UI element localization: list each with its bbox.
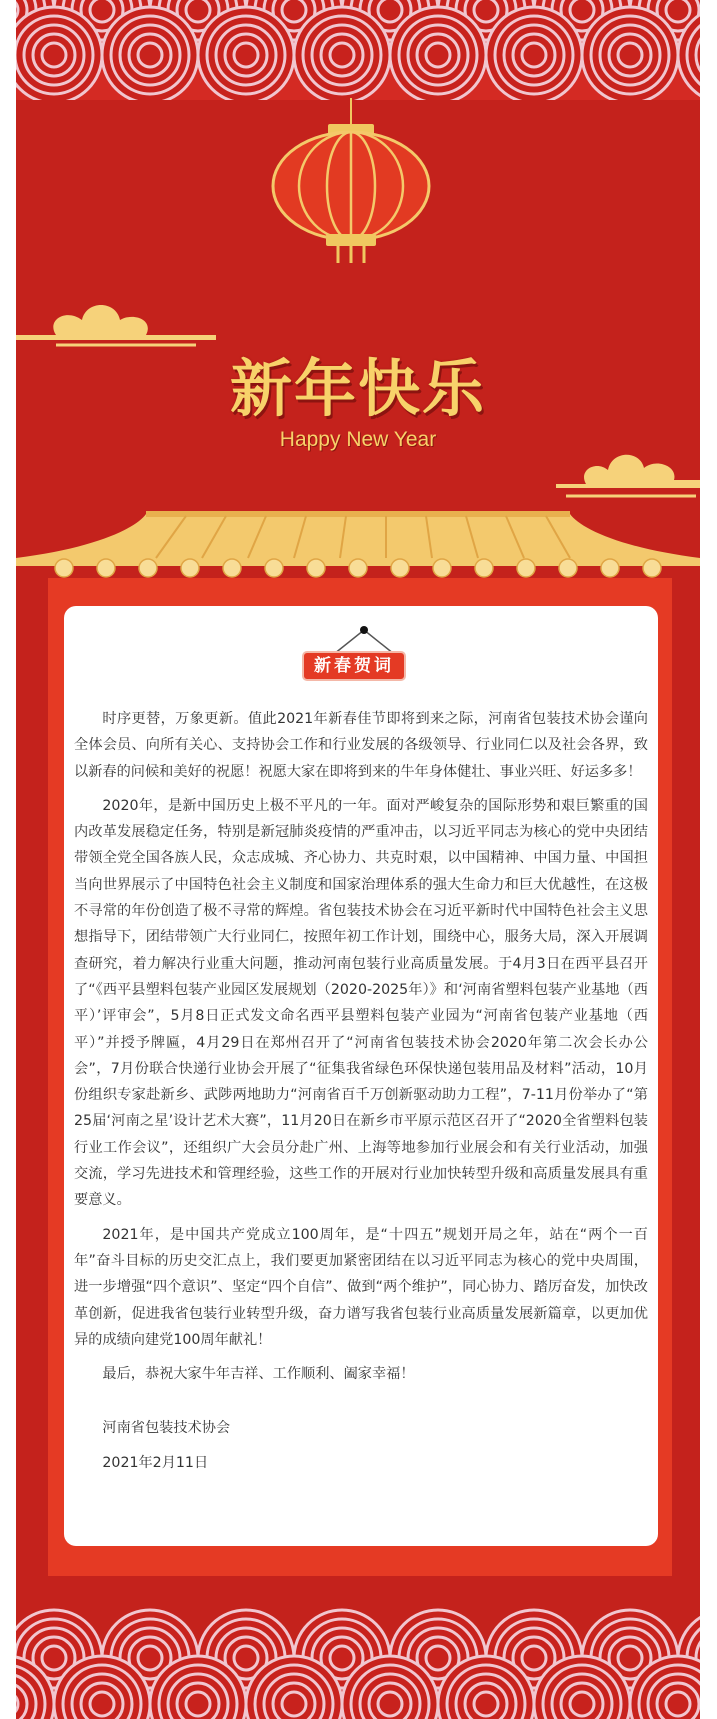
greeting-body — [74, 706, 648, 1484]
signature-date: 2021年2月11日 — [102, 1454, 209, 1471]
top-wave-pattern — [16, 0, 700, 100]
bottom-wave-pattern — [16, 1608, 700, 1719]
roof-tiles-decoration — [16, 508, 700, 580]
greeting-card — [64, 606, 658, 1546]
paragraph: 时序更替，万象更新。值此2021年新春佳节即将到来之际，河南省包装技术协会谨向全体会员、向所有关心、支持协会工作和行业发展的各级领导、行业同仁以及社会各界，致以新春的问候和美好的祝愿！祝愿大家在即将到来的牛年身体健壮、事业兴旺、好运多多！ — [74, 711, 648, 780]
paragraph: 2020年，是新中国历史上极不平凡的一年。面对严峻复杂的国际形势和艰巨繁重的国内改革发展稳定任务，特别是新冠肺炎疫情的严重冲击，以习近平同志为核心的党中央团结带领全党全国各族人民，众志成城、齐心协力、共克时艰，以中国精神、中国力量、中国担当向世界展示了中国特色社会主义制度和国家治理体系的强大生命力和巨大优越性，在这极不寻常的年份创造了极不寻常的辉煌。省包装技术协会在习近平新时代中国特色社会主义思想指导下，团结带领广大行业同仁，按照年初工作计划，围绕中心，服务大局，深入开展调查研究，着力解决行业重大问题，推动河南包装行业高质量发展。于4月3日在西平县召开了“《西平县塑料包装产业园区发展规划（2020-2025年）》和‘河南省塑料包装产业基地（西平）’评审会”，5月8日正式发文命名西平县塑料包装产业园为“河南省包装产业基地（西平）”并授予牌匾，4月29日在郑州召开了“河南省包装技术协会2020年第二次会长办公会”，7月份联合快递行业协会开展了“征集我省绿色环保快递包装用品及材料”活动，10月份组织专家赴新乡、武陟两地助力“河南省百千万创新驱动助力工程”，7-11月份举办了“第25届‘河南之星’设计艺术大赛”，11月20日在新乡市平原示范区召开了“2020全省塑料包装行业工作会议”，还组织广大会员分赴广州、上海等地参加行业展会和有关行业活动，加强交流，学习先进技术和管理经验，这些工作的开展对行业加快转型升级和高质量发展具有重要意义。 — [74, 797, 648, 1209]
signature-organization: 河南省包装技术协会 — [102, 1420, 231, 1437]
page-title: 新年快乐 — [229, 352, 486, 425]
greeting-poster — [16, 0, 700, 1719]
paragraph: 最后，恭祝大家牛年吉祥、工作顺利、阖家幸福！ — [102, 1366, 415, 1383]
paragraph: 2021年，是中国共产党成立100周年，是“十四五”规划开局之年，站在“两个一百年”奋斗目标的历史交汇点上，我们要更加紧密团结在以习近平同志为核心的党中央周围，进一步增强“四个意识”、坚定“四个自信”、做到“两个维护”，同心协力、踏厉奋发，加快改革创新，促进我省包装行业转型升级，奋力谱写我省包装行业高质量发展新篇章，以更加优异的成绩向建党100周年献礼！ — [74, 1226, 648, 1348]
red-lantern-icon — [266, 98, 436, 263]
page-subtitle: Happy New Year — [279, 428, 437, 451]
left-cloud-icon — [16, 290, 216, 350]
badge-new-year-greeting: 新春贺词 — [302, 651, 406, 681]
